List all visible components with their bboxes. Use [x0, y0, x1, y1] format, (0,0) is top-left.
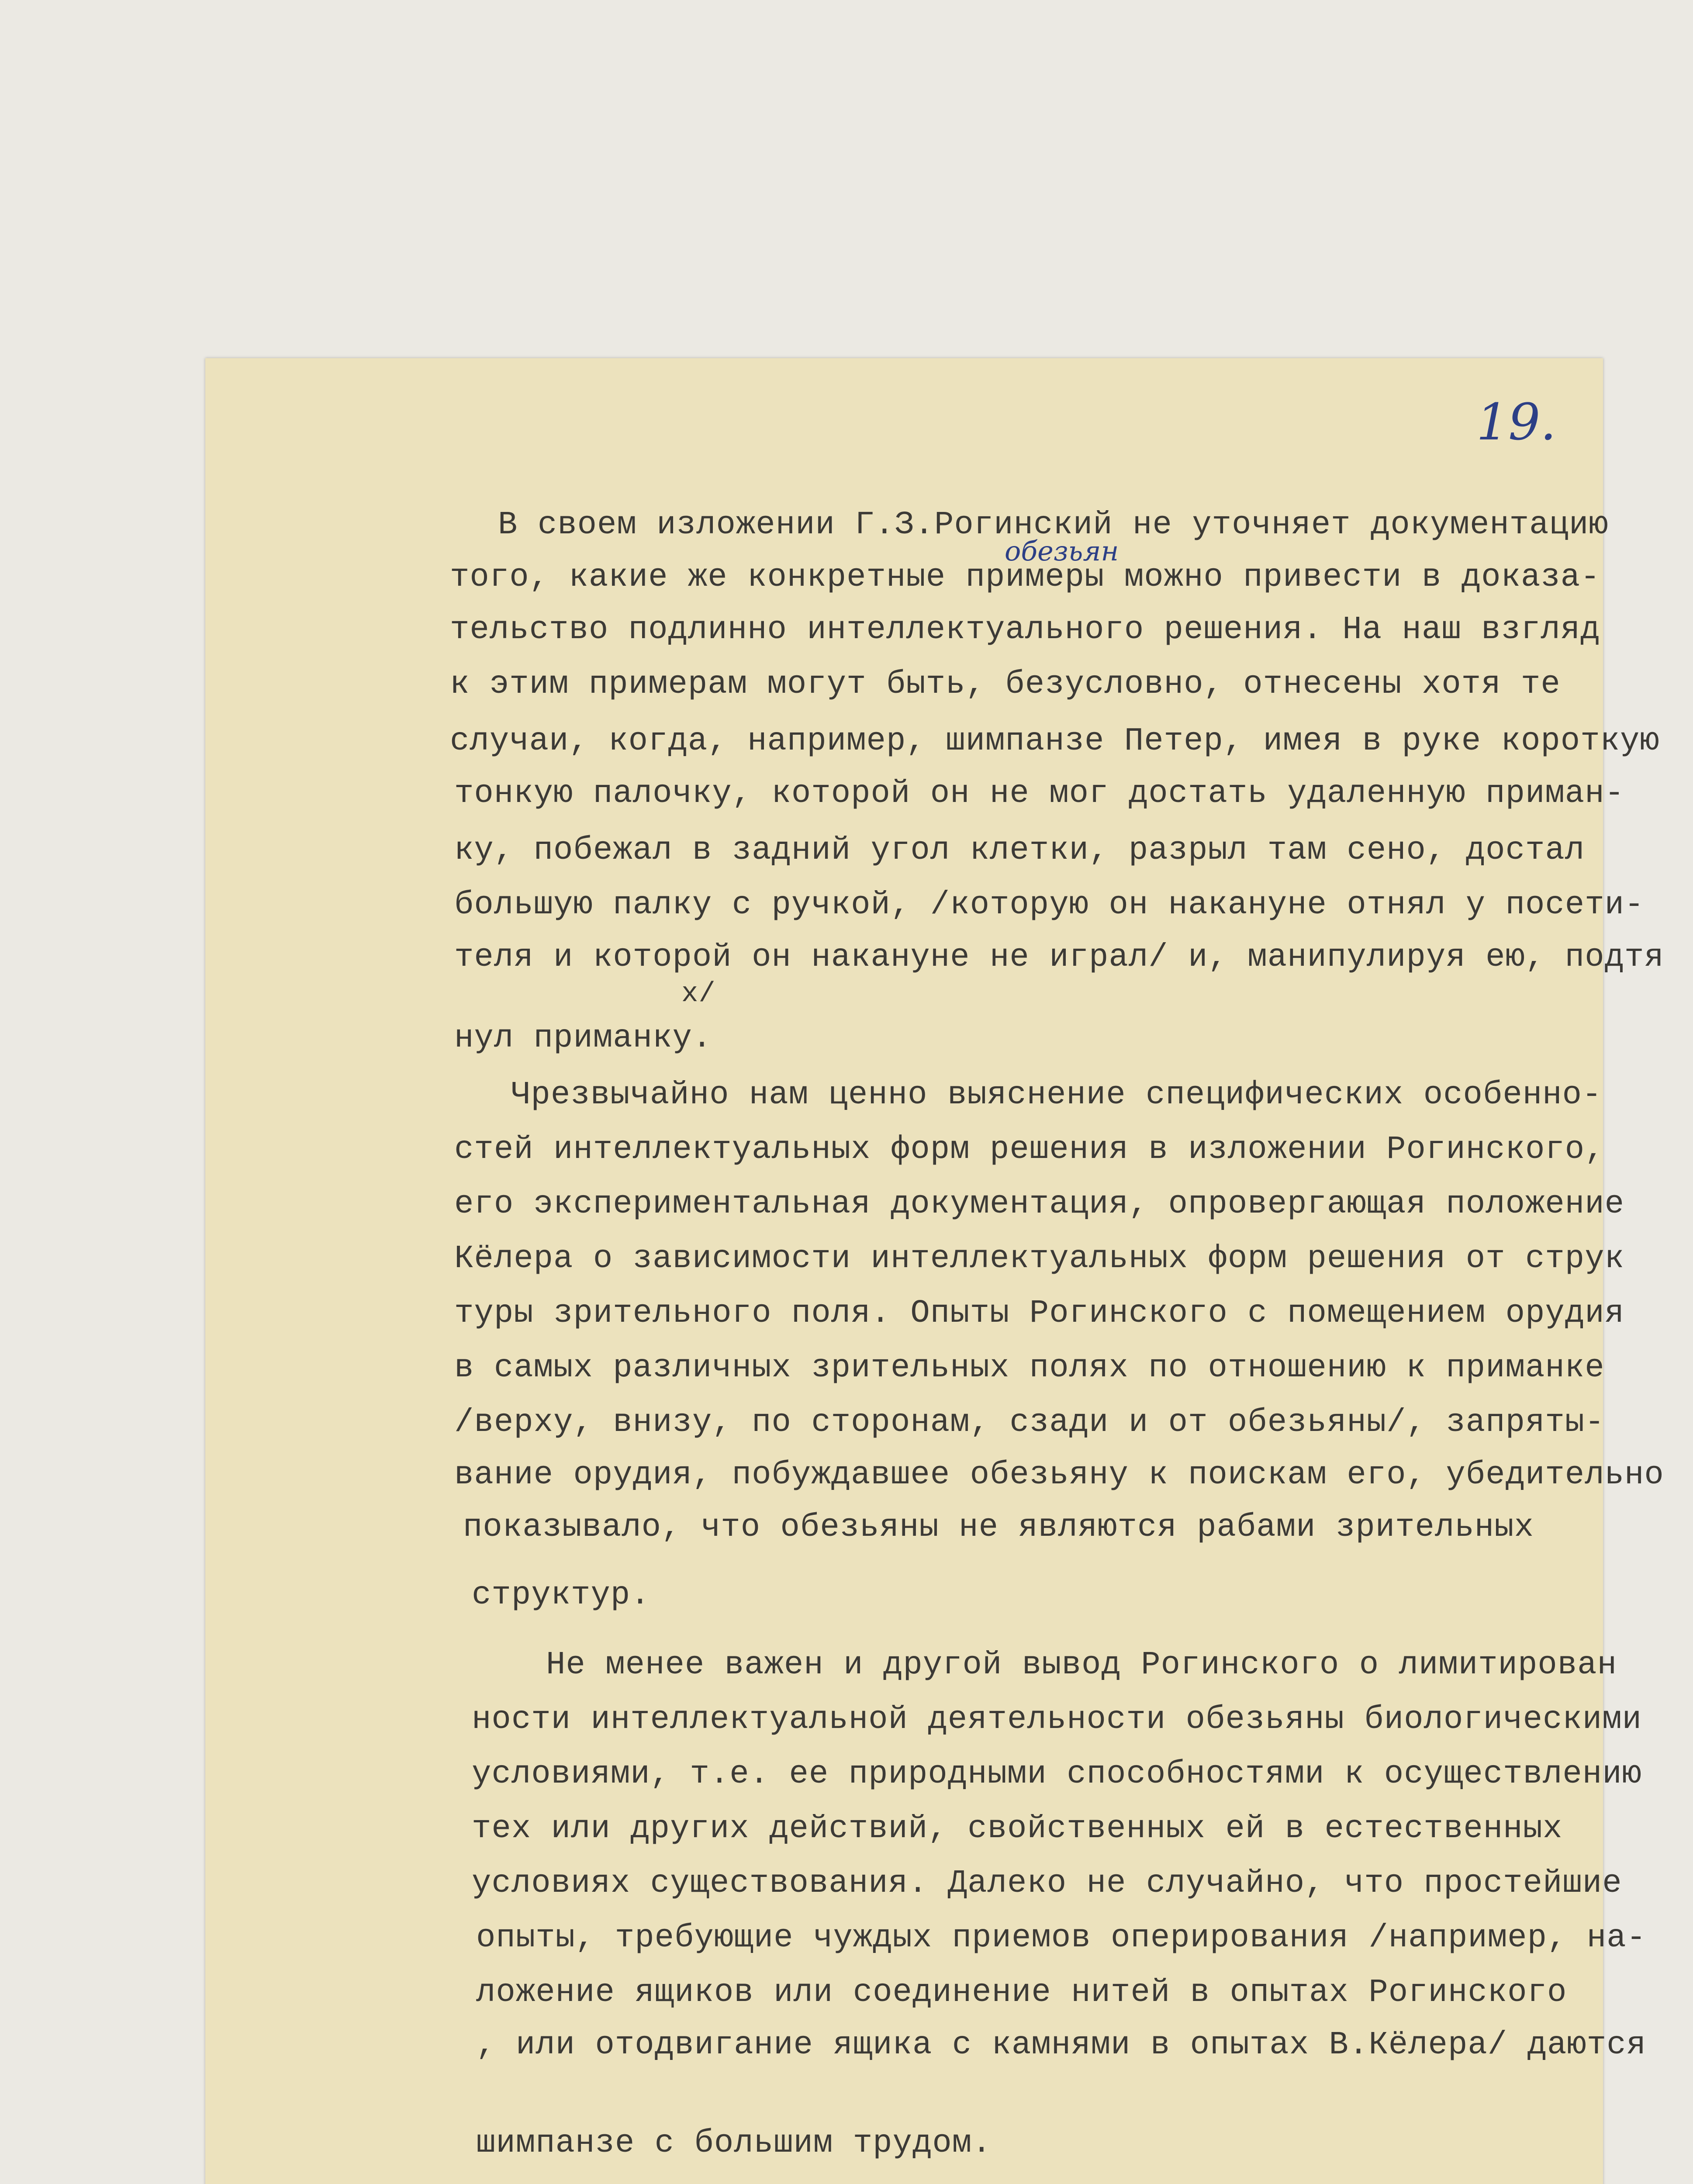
text-line: показывало, что обезьяны не являются рабами зрительных — [463, 1509, 1534, 1546]
text-line: тех или других действий, свойственных ей в естественных — [472, 1811, 1563, 1847]
page-number: 19. — [1476, 393, 1556, 452]
text-line: к этим примерам могут быть, безусловно, отнесены хотя те — [450, 666, 1561, 703]
text-line: Не менее важен и другой вывод Рогинского о лимитирован — [546, 1647, 1617, 1683]
text-line: Кёлера о зависимости интеллектуальных форм решения от струк — [454, 1241, 1625, 1277]
text-line: тельство подлинно интеллектуального решения. На наш взгляд — [450, 612, 1600, 648]
text-line: опыты, требующие чуждых приемов оперирования /например, на- — [476, 1920, 1647, 1956]
text-line: условиях существования. Далеко не случайно, что простейшие — [472, 1865, 1622, 1902]
text-line: стей интеллектуальных форм решения в изложении Рогинского, — [454, 1131, 1605, 1168]
text-line: структур. — [472, 1577, 650, 1614]
text-line: случаи, когда, например, шимпанзе Петер, имея в руке короткую — [450, 723, 1660, 760]
text-line: большую палку с ручкой, /которую он накануне отнял у посети- — [454, 887, 1645, 923]
text-line: теля и которой он накануне не играл/ и, манипулируя ею, подтя — [454, 939, 1664, 976]
text-line: , или отодвигание ящика с камнями в опытах В.Кёлера/ даются — [476, 2027, 1647, 2063]
text-line: нул приманку. — [454, 1020, 712, 1057]
text-line: его экспериментальная документация, опровергающая положение — [454, 1186, 1625, 1223]
handwritten-insert: обезьян — [1005, 535, 1119, 567]
text-line: ку, побежал в задний угол клетки, разрыл там сено, достал — [454, 832, 1585, 869]
text-line: тонкую палочку, которой он не мог достать удаленную приман- — [454, 775, 1625, 812]
footnote-marker: x/ — [681, 978, 716, 1010]
text-line: ности интеллектуальной деятельности обезьяны биологическими — [472, 1701, 1642, 1738]
text-line: /верху, внизу, по сторонам, сзади и от обезьяны/, запряты- — [454, 1404, 1605, 1441]
text-line: В своем изложении Г.З.Рогинский не уточняет документацию — [498, 507, 1609, 543]
text-line: вание орудия, побуждавшее обезьяну к поискам его, убедительно — [454, 1457, 1664, 1493]
text-line: шимпанзе с большим трудом. — [476, 2125, 992, 2162]
text-line: ложение ящиков или соединение нитей в опытах Рогинского — [476, 1974, 1567, 2011]
text-line: того, какие же конкретные примеры можно привести в доказа- — [450, 559, 1600, 596]
text-line: условиями, т.е. ее природными способностями к осуществлению — [472, 1756, 1642, 1793]
text-line: в самых различных зрительных полях по отношению к приманке — [454, 1350, 1605, 1386]
text-line: туры зрительного поля. Опыты Рогинского с помещением орудия — [454, 1295, 1625, 1332]
text-line: Чрезвычайно нам ценно выяснение специфических особенно- — [511, 1077, 1602, 1113]
